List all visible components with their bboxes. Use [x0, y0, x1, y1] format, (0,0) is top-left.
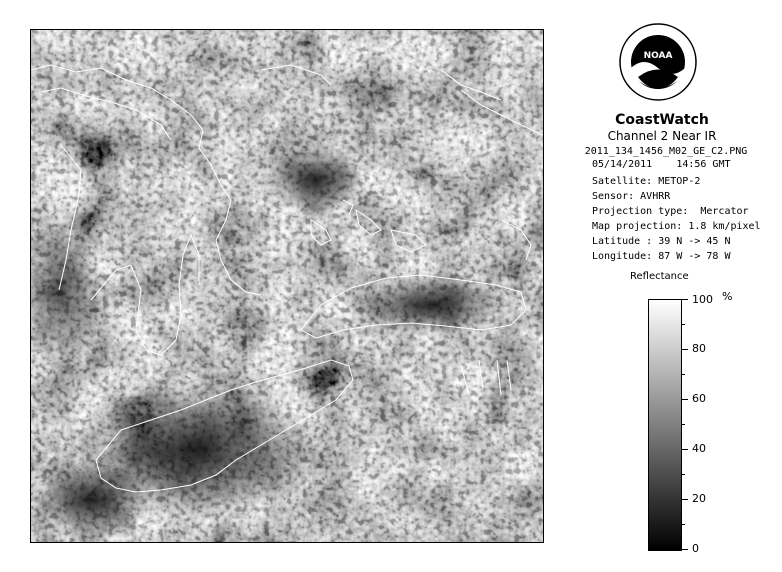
- satellite-label: Satellite: METOP-2: [592, 176, 701, 187]
- noaa-logo-icon: [618, 22, 698, 102]
- clear-sky-region: [361, 275, 501, 335]
- legend-label-20: 20: [692, 492, 706, 505]
- channel-label: Channel 2 Near IR: [607, 129, 717, 143]
- longitude-label: Longitude: 87 W -> 78 W: [592, 251, 731, 262]
- map-projection-label: Map projection: 1.8 km/pixel: [592, 221, 761, 232]
- clear-sky-region: [271, 145, 361, 215]
- latitude-label: Latitude : 39 N -> 45 N: [592, 236, 731, 247]
- projection-type-label: Projection type: Mercator: [592, 206, 749, 217]
- image-metadata: [566, 112, 776, 264]
- legend-unit: %: [722, 290, 733, 303]
- agency-title: CoastWatch: [615, 112, 709, 128]
- legend-minor-tick: [682, 374, 685, 375]
- legend-tick: [682, 399, 688, 400]
- reflectance-colorbar: [648, 299, 682, 551]
- noaa-logo: [618, 22, 698, 102]
- acquisition-date: 05/14/2011: [592, 159, 653, 170]
- legend-label-100: 100: [692, 293, 713, 306]
- legend-tick: [682, 349, 688, 350]
- sensor-label: Sensor: AVHRR: [592, 191, 671, 202]
- legend-minor-tick: [682, 474, 685, 475]
- legend-tick: [682, 499, 688, 500]
- legend-minor-tick: [682, 324, 685, 325]
- filename: 2011_134_1456_M02_GE_C2.PNG: [584, 146, 748, 157]
- legend-label-0: 0: [692, 542, 699, 555]
- satellite-image: [30, 29, 544, 543]
- legend-tick: [682, 299, 688, 300]
- legend-title: Reflectance: [630, 271, 689, 282]
- clear-sky-region: [31, 460, 151, 540]
- legend-tick: [682, 549, 688, 550]
- legend-tick: [682, 449, 688, 450]
- acquisition-time: 14:56 GMT: [676, 159, 731, 170]
- legend-minor-tick: [682, 524, 685, 525]
- legend-minor-tick: [682, 424, 685, 425]
- legend-label-80: 80: [692, 342, 706, 355]
- legend-label-60: 60: [692, 392, 706, 405]
- noaa-logo-text: NOAA: [643, 51, 673, 61]
- legend-label-40: 40: [692, 442, 706, 455]
- acquisition-datetime: [592, 157, 776, 172]
- satellite-map-svg: [31, 30, 543, 542]
